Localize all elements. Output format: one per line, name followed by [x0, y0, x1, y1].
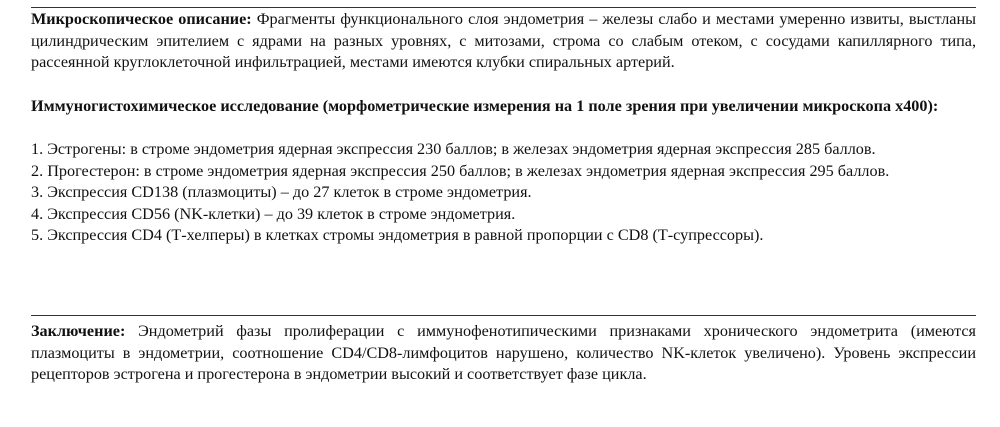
ihc-result-item-progesterone: 2. Прогестерон: в строме эндометрия ядерная экспрессия 250 баллов; в железах эндометрия ядерная экспрессия 295 баллов. — [31, 161, 890, 180]
ihc-result-item-cd4: 5. Экспрессия CD4 (Т-хелперы) в клетках стромы эндометрия в равной пропорции с CD8 (Т-супрессоры). — [31, 226, 764, 245]
ihc-results-list — [31, 139, 976, 247]
conclusion-text: Эндометрий фазы пролиферации с иммунофенотипическими признаками хронического эндометрита (имеются плазмоциты в эндометрии, соотношение CD4/CD8-лимфоцитов нарушено, количество NK-клеток увеличено). Уровень экспрессии рецепторов эстрогена и прогестерона в эндометрии высокий и соответствует фазе цикла. — [31, 322, 976, 384]
top-divider — [31, 7, 976, 8]
conclusion-label: Заключение: — [31, 322, 126, 340]
section-divider — [31, 315, 976, 316]
conclusion-paragraph — [31, 321, 976, 386]
microscopic-description-text: Фрагменты функционального слоя эндометрия – железы слабо и местами умеренно извиты, выстланы цилиндрическим эпителием с ядрами на разных уровнях, с митозами, строма со слабым отеком, с сосудами капиллярного типа, рассеянной круглоклеточной инфильтрацией, местами имеются клубки спиральных артерий. — [31, 10, 976, 72]
microscopic-description-paragraph — [31, 9, 976, 74]
ihc-result-item-estrogen: 1. Эстрогены: в строме эндометрия ядерная экспрессия 230 баллов; в железах эндометрия ядерная экспрессия 285 баллов. — [31, 140, 876, 158]
microscopic-description-label: Микроскопическое описание: — [31, 10, 252, 28]
ihc-result-item-cd138: 3. Экспрессия CD138 (плазмоциты) – до 27 клеток в строме эндометрия. — [31, 183, 532, 202]
ihc-section-heading: Иммуногистохимическое исследование (морфометрические измерения на 1 поле зрения при увеличении микроскопа х400): — [31, 97, 939, 115]
ihc-result-item-cd56: 4. Экспрессия CD56 (NK-клетки) – до 39 клеток в строме эндометрия. — [31, 204, 516, 223]
